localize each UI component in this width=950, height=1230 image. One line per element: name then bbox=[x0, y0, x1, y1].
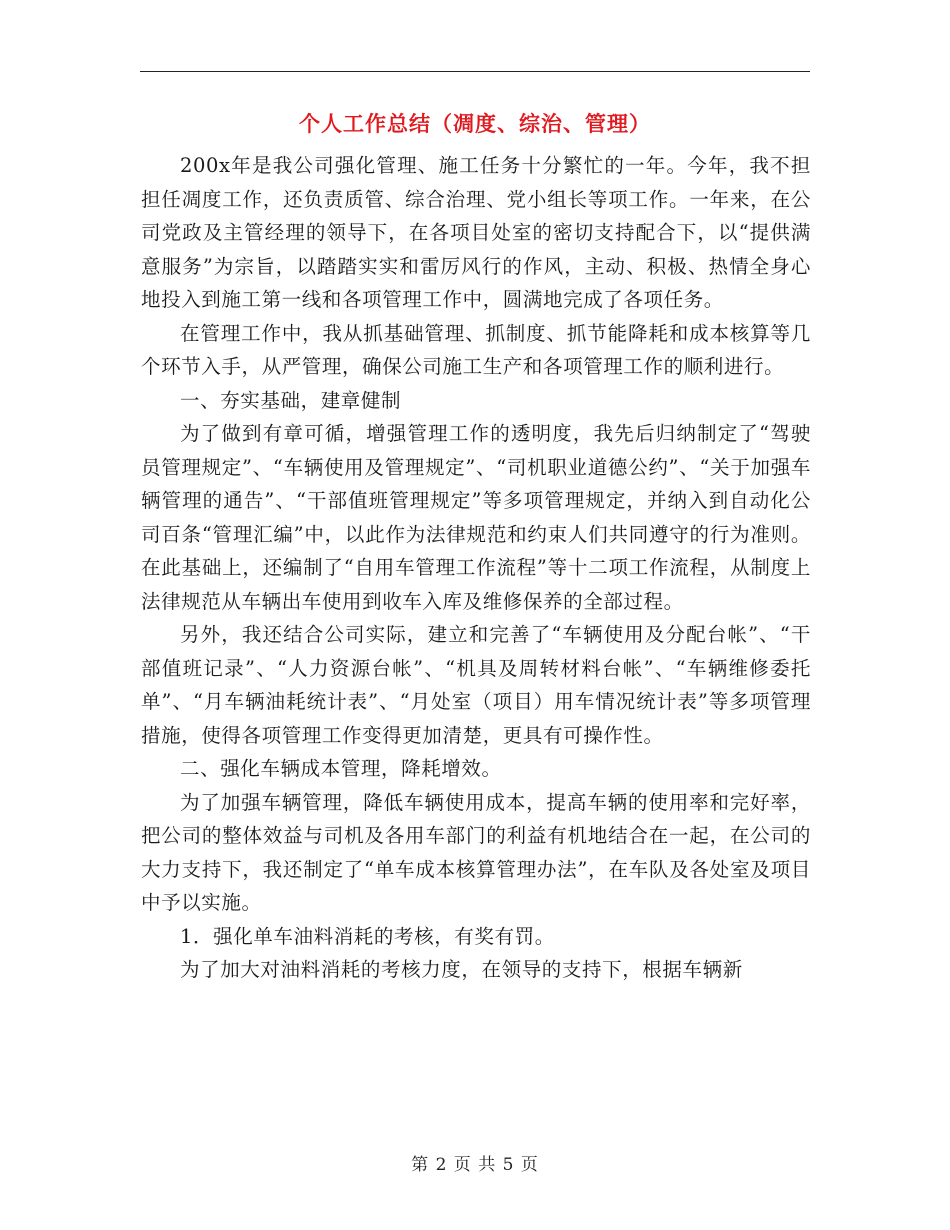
paragraph-regulations: 为了做到有章可循，增强管理工作的透明度，我先后归纳制定了“驾驶员管理规定”、“车辆使用及管理规定”、“司机职业道德公约”、“关于加强车辆管理的通告”、“干部值班管理规定”等多项管理规定，并纳入到自动化公司百条“管理汇编”中，以此作为法律规范和约束人们共同遵守的行为准则。在此基础上，还编制了“自用车管理工作流程”等十二项工作流程，从制度上法律规范从车辆出车使用到收车入库及维修保养的全部过程。 bbox=[141, 422, 811, 613]
paragraph-fuel-assessment: 为了加大对油料消耗的考核力度，在领导的支持下，根据车辆新 bbox=[180, 958, 743, 981]
header-rule bbox=[140, 71, 810, 72]
document-title: 个人工作总结（凋度、综治、管理） bbox=[299, 112, 651, 136]
paragraph-cost-management: 为了加强车辆管理，降低车辆使用成本，提高车辆的使用率和完好率，把公司的整体效益与司机及各用车部门的利益有机地结合在一起，在公司的大力支持下，我还制定了“单车成本核算管理办法”，在车队及各处室及项目中予以实施。 bbox=[141, 790, 811, 914]
paragraph-intro: 200x年是我公司强化管理、施工任务十分繁忙的一年。今年，我不担担任凋度工作，还负责质管、综合治理、党小组长等项工作。一年来，在公司党政及主管经理的领导下，在各项目处室的密切支持配合下，以“提供满意服务”为宗旨，以踏踏实实和雷厉风行的作风，主动、积极、热情全身心地投入到施工第一线和各项管理工作中，圆满地完成了各项任务。 bbox=[141, 154, 811, 311]
paragraph-management: 在管理工作中，我从抓基础管理、抓制度、抓节能降耗和成本核算等几个环节入手，从严管理，确保公司施工生产和各项管理工作的顺利进行。 bbox=[141, 321, 811, 378]
page-number-footer: 第 2 页 共 5 页 bbox=[411, 1155, 539, 1175]
section-heading-1: 一、夯实基础，建章健制 bbox=[180, 388, 402, 412]
section-heading-2: 二、强化车辆成本管理，降耗增效。 bbox=[180, 757, 502, 780]
paragraph-ledgers: 另外，我还结合公司实际，建立和完善了“车辆使用及分配台帐”、“干部值班记录”、“人力资源台帐”、“机具及周转材料台帐”、“车辆维修委托单”、“月车辆油耗统计表”、“月处室（项目）用车情况统计表”等多项管理措施，使得各项管理工作变得更加清楚，更具有可操作性。 bbox=[141, 623, 811, 747]
subsection-heading-1: 1．强化单车油料消耗的考核，有奖有罚。 bbox=[180, 924, 555, 948]
document-body bbox=[141, 149, 811, 987]
